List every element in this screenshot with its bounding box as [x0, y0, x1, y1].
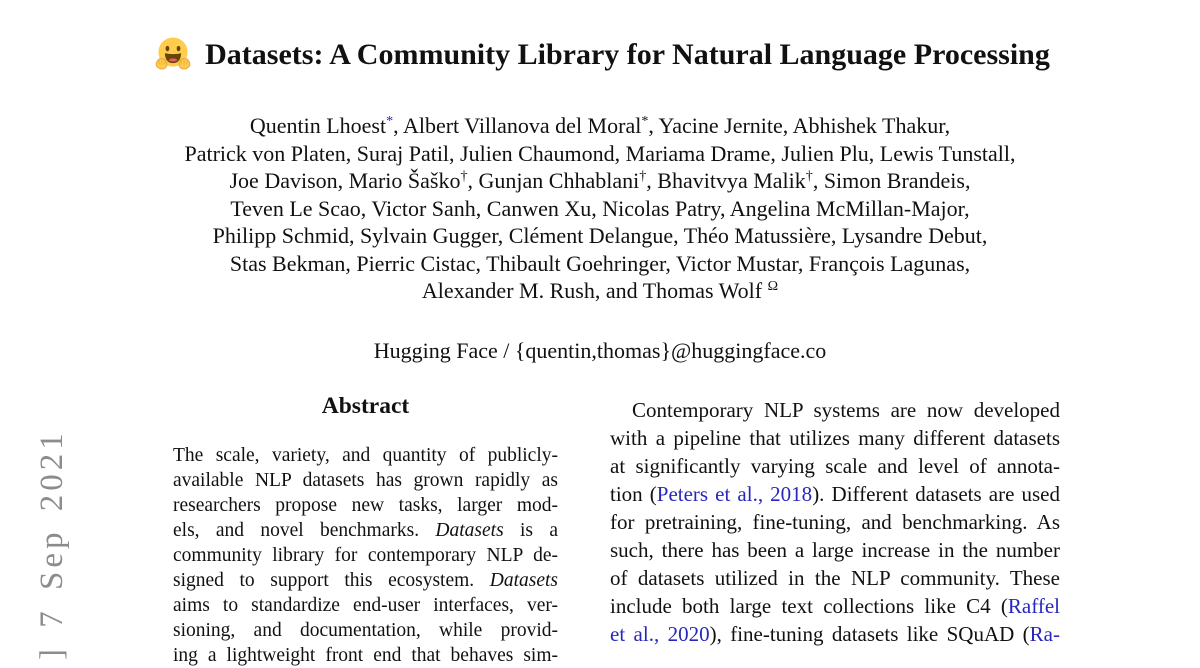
- text-line: sioning, and documentation, while provid-: [173, 620, 558, 641]
- text-line: community library for contemporary NLP de-: [173, 545, 558, 566]
- text-line: Patrick von Platen, Suraj Patil, Julien Chaumond, Mariama Drame, Julien Plu, Lewis Tunstall,: [184, 140, 1016, 166]
- text-line: aims to standardize end-user interfaces, ver-: [173, 595, 558, 616]
- introduction-column: [610, 396, 1060, 648]
- paper-title-bar: [0, 33, 1200, 77]
- abstract-body: [173, 443, 558, 668]
- text-line: at significantly varying scale and level of annota-: [610, 454, 1060, 478]
- text-line: available NLP datasets has grown rapidly as: [173, 470, 558, 491]
- paper-title: Datasets: A Community Library for Natural Language Processing: [205, 38, 1050, 71]
- text-line: researchers propose new tasks, larger mod-: [173, 495, 558, 516]
- hugging-face-emoji-icon: [150, 34, 196, 76]
- citation-link[interactable]: Ra-: [1029, 622, 1060, 646]
- text-line: Stas Bekman, Pierric Cistac, Thibault Goehringer, Victor Mustar, François Lagunas,: [229, 250, 971, 276]
- text-line: The scale, variety, and quantity of publicly-: [173, 445, 558, 466]
- text-line: include both large text collections like C4 (Raffel: [610, 594, 1060, 618]
- text-line: Contemporary NLP systems are now developed: [632, 398, 1060, 422]
- arxiv-date-stamp: ] 7 Sep 2021: [34, 429, 70, 660]
- text-line: els, and novel benchmarks. Datasets is a: [173, 520, 558, 541]
- text-line: signed to support this ecosystem. Datasets: [173, 570, 558, 591]
- footnote-marker: Ω: [767, 278, 779, 295]
- text-line: Alexander M. Rush, and Thomas Wolf $^\Omega$: [421, 278, 779, 303]
- citation-link[interactable]: Raffel: [1007, 594, 1060, 618]
- text-line: Philipp Schmid, Sylvain Gugger, Clément Delangue, Théo Matussière, Lysandre Debut,: [212, 223, 988, 248]
- footnote-marker: *: [641, 113, 649, 130]
- citation-link[interactable]: et al., 2020: [610, 622, 710, 646]
- footnote-marker: †: [460, 168, 468, 185]
- text-line: for pretraining, fine-tuning, and benchmarking. As: [610, 510, 1060, 534]
- footnote-marker: †: [805, 168, 813, 185]
- text-line: tion (Peters et al., 2018). Different datasets are used: [610, 482, 1060, 506]
- text-line: with a pipeline that utilizes many different datasets: [610, 426, 1060, 450]
- text-line: such, there has been a large increase in the number: [610, 538, 1060, 562]
- author-block: [0, 112, 1200, 305]
- text-line: Quentin Lhoest*, Albert Villanova del Moral*, Yacine Jernite, Abhishek Thakur,: [249, 113, 951, 138]
- text-line: ing a lightweight front end that behaves sim-: [173, 645, 558, 666]
- footnote-link[interactable]: *: [386, 113, 394, 130]
- text-line: of datasets utilized in the NLP community. These: [610, 566, 1060, 590]
- affiliation-line: Hugging Face / {quentin,thomas}@huggingface.co: [373, 338, 827, 363]
- text-line: Joe Davison, Mario Šaško†, Gunjan Chhablani†, Bhavitvya Malik†, Simon Brandeis,: [229, 168, 971, 193]
- abstract-heading: Abstract: [321, 393, 410, 419]
- text-line: et al., 2020), fine-tuning datasets like SQuAD (Ra-: [610, 622, 1060, 646]
- footnote-marker: †: [639, 168, 647, 185]
- citation-link[interactable]: Peters et al., 2018: [656, 482, 813, 506]
- text-line: Teven Le Scao, Victor Sanh, Canwen Xu, Nicolas Patry, Angelina McMillan-Major,: [230, 195, 970, 221]
- abstract-column: [173, 392, 558, 668]
